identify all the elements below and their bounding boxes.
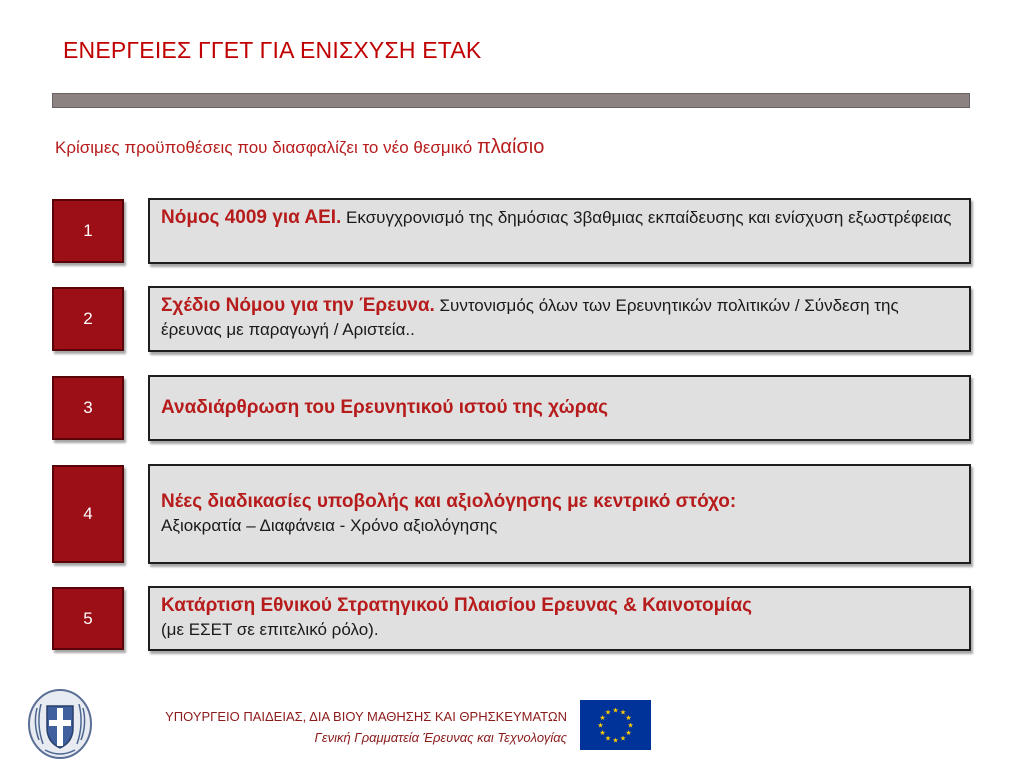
item-box-2 — [148, 286, 971, 352]
item-heading-4: Νέες διαδικασίες υποβολής και αξιολόγησης με κεντρικό στόχο: — [161, 491, 737, 512]
item-text-2: Συντονισμός όλων των Ερευνητικών πολιτικών / Σύνδεση της έρευνας με παραγωγή / Αριστεία.. — [161, 296, 899, 339]
eu-star-icon: ★ — [604, 734, 612, 743]
item-number-2: 2 — [52, 287, 124, 351]
eu-star-icon: ★ — [599, 714, 606, 722]
eu-star-icon: ★ — [612, 706, 619, 715]
item-text-4: Αξιοκρατία – Διαφάνεια - Χρόνο αξιολόγησης — [161, 516, 498, 535]
item-text-1: Εκσυγχρονισμό της δημόσιας 3βαθμιας εκπαίδευσης και ενίσχυση εξωστρέφειας — [341, 208, 952, 227]
item-text-5: (με ΕΣΕΤ σε επιτελικό ρόλο). — [161, 620, 379, 639]
item-heading-5: Κατάρτιση Εθνικού Στρατηγικού Πλαισίου Ερευνας & Καινοτομίας — [161, 595, 753, 616]
eu-star-icon: ★ — [597, 721, 604, 730]
eu-star-icon: ★ — [625, 729, 632, 737]
eu-star-icon: ★ — [625, 714, 632, 722]
footer-secretariat: Γενική Γραμματεία Έρευνας και Τεχνολογίας — [314, 730, 567, 745]
item-number-4: 4 — [52, 465, 124, 563]
item-number-3: 3 — [52, 376, 124, 440]
item-number-1: 1 — [52, 199, 124, 263]
item-box-4 — [148, 464, 971, 564]
footer-text — [100, 706, 567, 748]
eu-star-icon: ★ — [619, 708, 627, 717]
eu-star-icon: ★ — [627, 721, 634, 730]
eu-star-icon: ★ — [619, 734, 627, 743]
footer-ministry: ΥΠΟΥΡΓΕΙΟ ΠΑΙΔΕΙΑΣ, ΔΙΑ ΒΙΟΥ ΜΑΘΗΣΗΣ ΚΑΙ ΘΡΗΣΚΕΥΜΑΤΩΝ — [165, 709, 567, 724]
slide-subtitle — [55, 136, 544, 159]
eu-star-icon: ★ — [599, 729, 606, 737]
item-box-5 — [148, 586, 971, 651]
item-box-3 — [148, 375, 971, 441]
item-heading-1: Νόμος 4009 για ΑΕΙ. — [161, 207, 342, 228]
eu-star-icon: ★ — [604, 708, 612, 717]
item-heading-2: Σχέδιο Νόμου για την Έρευνα. — [161, 295, 435, 316]
item-heading-3: Αναδιάρθρωση του Ερευνητικού ιστού της χώρας — [161, 397, 609, 418]
eu-star-icon: ★ — [612, 736, 619, 745]
eu-flag-icon — [580, 700, 651, 750]
greek-state-emblem-icon — [27, 688, 93, 760]
item-number-5: 5 — [52, 587, 124, 650]
title-divider-bar — [52, 93, 970, 108]
item-box-1 — [148, 198, 971, 264]
subtitle-main: Κρίσιμες προϋποθέσεις που διασφαλίζει το νέο θεσμικό — [55, 138, 477, 157]
slide-title: ΕΝΕΡΓΕΙΕΣ ΓΓΕΤ ΓΙΑ ΕΝΙΣΧΥΣΗ ΕΤΑΚ — [63, 37, 482, 63]
subtitle-emphasis: πλαίσιο — [476, 136, 545, 158]
